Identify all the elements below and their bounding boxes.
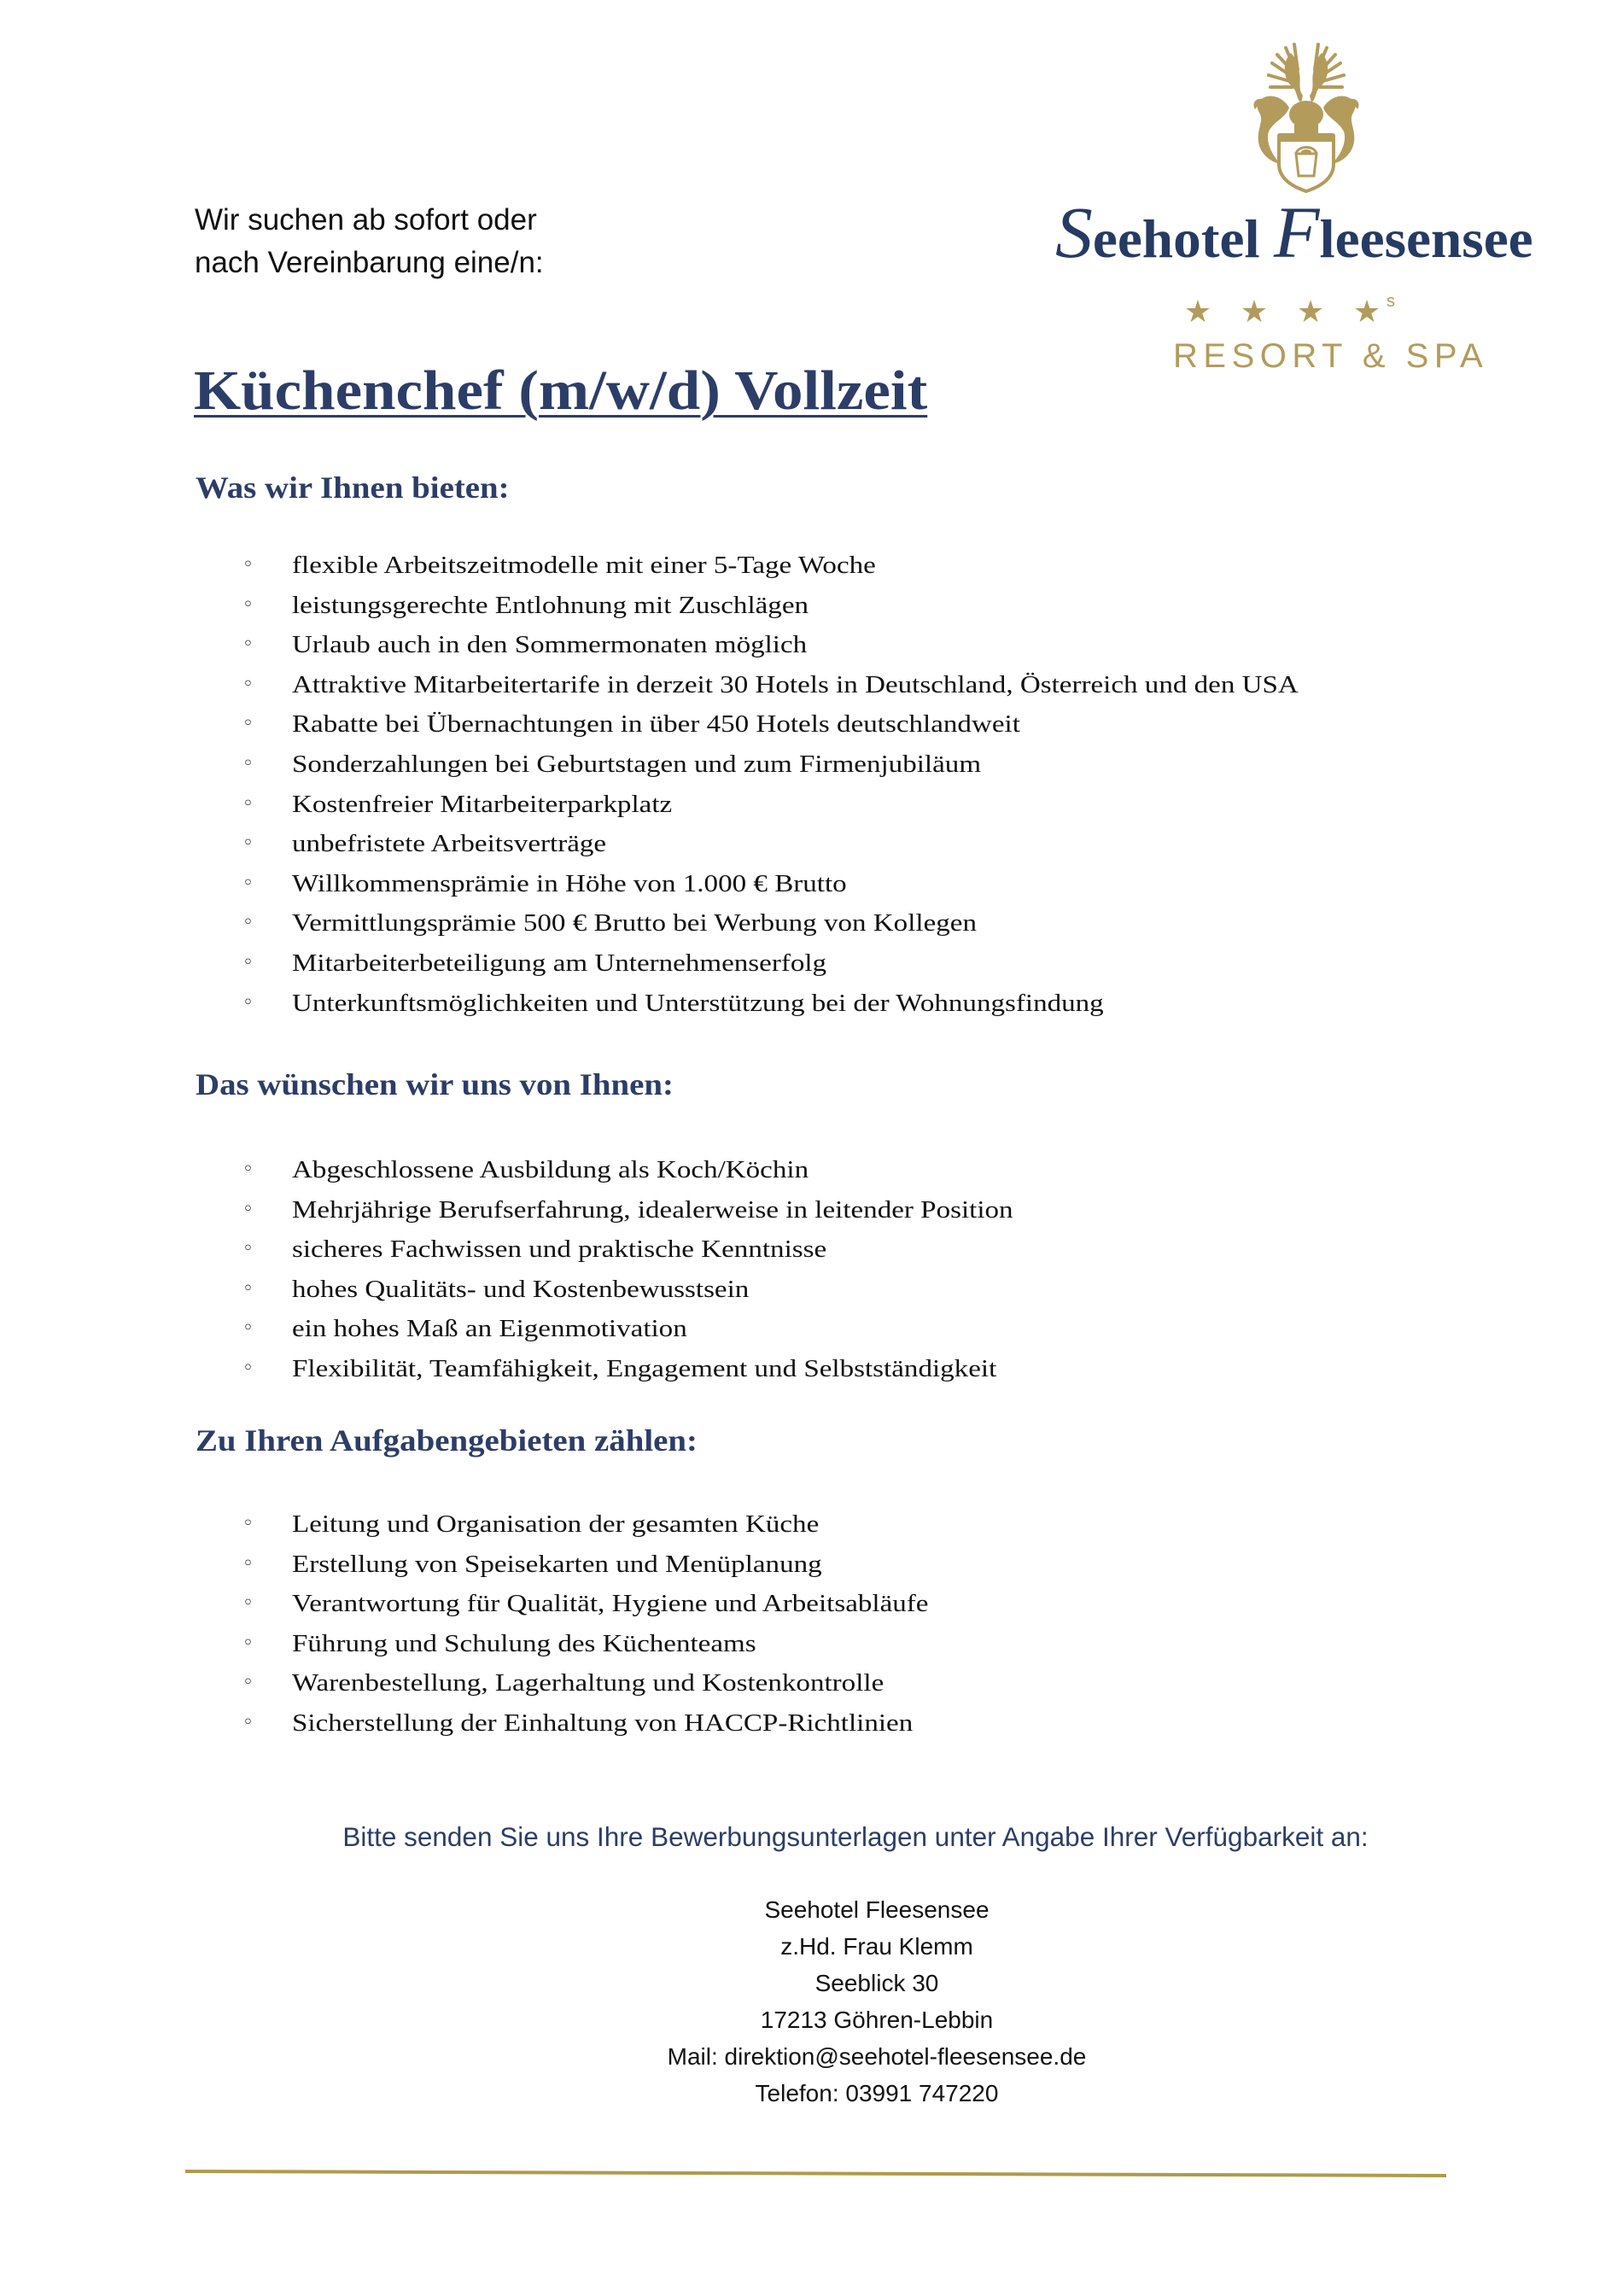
contact-email[interactable]: Mail: direktion@seehotel-fleesensee.de — [667, 2043, 1087, 2070]
star-rating — [1170, 280, 1395, 330]
list-item-text: Unterkunftsmöglichkeiten und Unterstützung bei der Wohnungsfindung — [292, 989, 1104, 1017]
bullet-icon: ◦ — [242, 713, 254, 735]
bullet-icon: ◦ — [242, 1357, 254, 1379]
bullet-icon: ◦ — [242, 1513, 254, 1534]
list-item-text: unbefristete Arbeitsverträge — [292, 830, 607, 858]
bullet-icon: ◦ — [242, 1238, 254, 1260]
job-title: Küchenchef (m/w/d) Vollzeit — [194, 359, 928, 422]
list-item-text: Urlaub auch in den Sommermonaten möglich — [292, 631, 808, 659]
section-heading-offer: Was wir Ihnen bieten: — [196, 470, 510, 505]
list-item-text: Vermittlungsprämie 500 € Brutto bei Werbung von Kollegen — [292, 909, 977, 938]
bullet-icon: ◦ — [242, 1198, 254, 1220]
application-call-to-action: Bitte senden Sie uns Ihre Bewerbungsunterlagen unter Angabe Ihrer Verfügbarkeit an: — [342, 1821, 1369, 1852]
list-item-text: Flexibilität, Teamfähigkeit, Engagement und Selbstständigkeit — [292, 1354, 997, 1382]
logo-initial-s: S — [1055, 191, 1093, 273]
bullet-icon: ◦ — [242, 1317, 254, 1340]
list-item-text: Leitung und Organisation der gesamten Küche — [292, 1510, 820, 1538]
bullet-icon: ◦ — [242, 1159, 254, 1180]
contact-city: 17213 Göhren-Lebbin — [760, 2007, 994, 2033]
bullet-icon: ◦ — [242, 673, 254, 695]
list-item-text: Sicherstellung der Einhaltung von HACCP-Richtlinien — [292, 1709, 914, 1737]
bullet-icon: ◦ — [242, 792, 254, 815]
gold-rule — [185, 2170, 1446, 2177]
section-heading-tasks: Zu Ihren Aufgabengebieten zählen: — [196, 1423, 698, 1458]
list-item-text: sicheres Fachwissen und praktische Kenntnisse — [292, 1236, 827, 1264]
star-icon: ★ — [1183, 295, 1212, 330]
logo-initial-f: F — [1273, 191, 1320, 273]
bullet-icon: ◦ — [242, 752, 254, 774]
bullet-icon: ◦ — [242, 593, 254, 616]
list-item-text: leistungsgerechte Entlohnung mit Zuschlägen — [292, 591, 809, 619]
list-item-text: Willkommensprämie in Höhe von 1.000 € Brutto — [292, 869, 847, 897]
bullet-icon: ◦ — [242, 1672, 254, 1694]
bullet-icon: ◦ — [242, 1711, 254, 1733]
intro-line: nach Vereinbarung eine/n: — [195, 246, 544, 279]
list-item-text: Sonderzahlungen bei Geburtstagen und zum Firmenjubiläum — [292, 750, 982, 778]
bullet-icon: ◦ — [242, 1552, 254, 1574]
bullet-icon: ◦ — [242, 991, 254, 1014]
contact-person: z.Hd. Frau Klemm — [780, 1933, 973, 1960]
list-item-text: Warenbestellung, Lagerhaltung und Kostenkontrolle — [292, 1669, 884, 1697]
list-item-text: ein hohes Maß an Eigenmotivation — [292, 1315, 687, 1343]
star-icon: ★ — [1352, 295, 1381, 330]
logo-word-1: eehotel — [1092, 208, 1260, 269]
list-item-text: Mitarbeiterbeteiligung am Unternehmenserfolg — [292, 949, 827, 977]
bullet-icon: ◦ — [242, 554, 254, 575]
list-item-text: Mehrjährige Berufserfahrung, idealerweise in leitender Position — [292, 1195, 1013, 1224]
list-item-text: flexible Arbeitszeitmodelle mit einer 5-Tage Woche — [292, 552, 876, 579]
coat-of-arms-icon — [1248, 36, 1364, 193]
bullet-icon: ◦ — [242, 1592, 254, 1615]
bullet-icon: ◦ — [242, 912, 254, 934]
contact-street: Seeblick 30 — [814, 1970, 939, 1996]
list-item-text: Attraktive Mitarbeitertarife in derzeit 30 Hotels in Deutschland, Österreich und den USA — [292, 670, 1299, 698]
bullet-icon: ◦ — [242, 951, 254, 973]
star-icon: ★ — [1240, 295, 1269, 330]
bullet-icon: ◦ — [242, 1632, 254, 1654]
list-item-text: Abgeschlossene Ausbildung als Koch/Köchin — [292, 1156, 809, 1183]
bullet-icon: ◦ — [242, 833, 254, 855]
list-item-text: Erstellung von Speisekarten und Menüplanung — [292, 1550, 822, 1578]
list-item-text: Führung und Schulung des Küchenteams — [292, 1629, 756, 1657]
intro-text — [195, 199, 544, 284]
contact-phone[interactable]: Telefon: 03991 747220 — [755, 2080, 999, 2106]
list-item-text: Kostenfreier Mitarbeiterparkplatz — [292, 790, 673, 818]
contact-address — [0, 1891, 1623, 2112]
list-item-text: Rabatte bei Übernachtungen in über 450 Hotels deutschlandweit — [292, 710, 1020, 739]
logo-word-2: leesensee — [1319, 208, 1533, 269]
logo-wordmark — [1055, 190, 1568, 275]
star-icon: ★ — [1296, 295, 1325, 330]
section-heading-requirements: Das wünschen wir uns von Ihnen: — [196, 1067, 674, 1101]
logo-subtitle: RESORT & SPA — [1173, 337, 1489, 375]
list-item-text: Verantwortung für Qualität, Hygiene und Arbeitsabläufe — [292, 1590, 929, 1618]
contact-company: Seehotel Fleesensee — [764, 1896, 990, 1923]
list-item-text: hohes Qualitäts- und Kostenbewusstsein — [292, 1275, 750, 1303]
bullet-icon: ◦ — [242, 634, 254, 656]
intro-line: Wir suchen ab sofort oder — [195, 203, 537, 237]
star-superior-mark: s — [1387, 292, 1395, 311]
bullet-icon: ◦ — [242, 1277, 254, 1300]
bullet-icon: ◦ — [242, 872, 254, 894]
